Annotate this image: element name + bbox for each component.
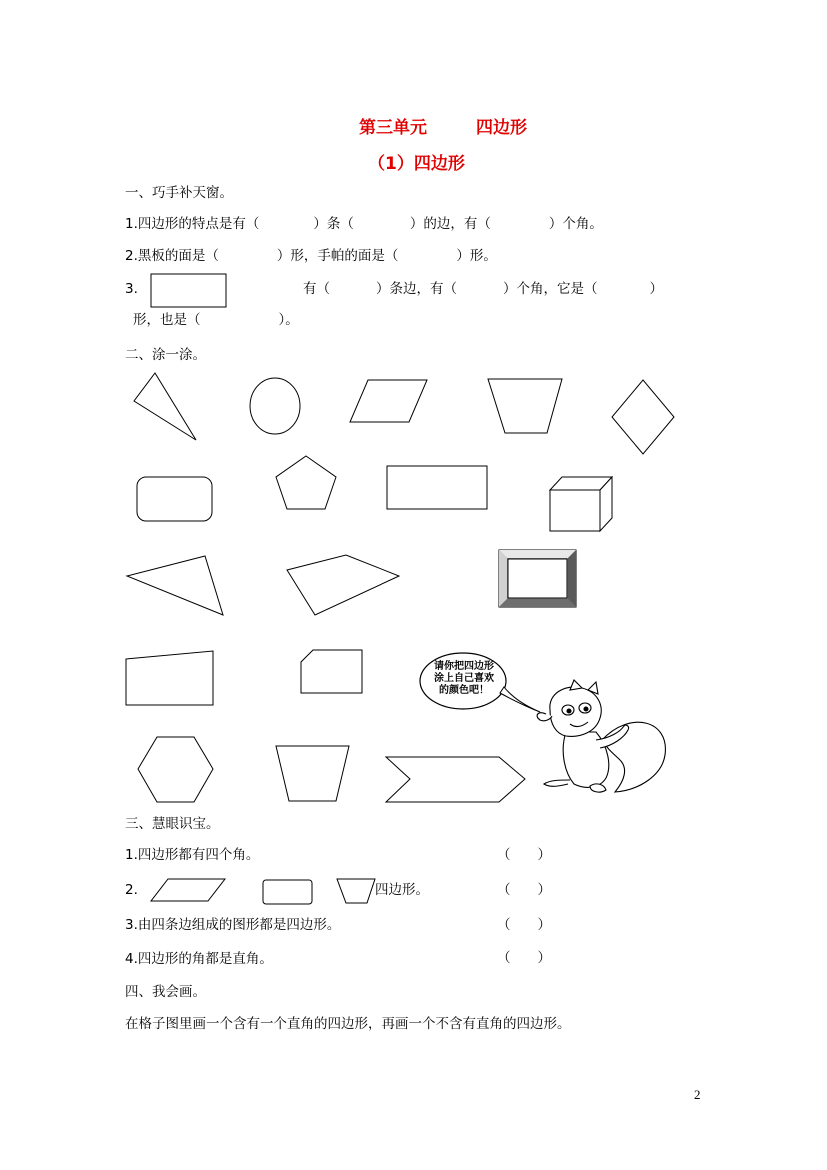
s3-item4-text: 4.四边形的角都是直角。 [125, 951, 273, 967]
squirrel-icon [530, 680, 675, 800]
unit-label: 第三单元 [359, 118, 427, 138]
hexagon-shape [138, 737, 213, 802]
s3-item3-answer[interactable]: （ ） [497, 917, 551, 933]
s3-item2-answer[interactable]: （ ） [497, 882, 551, 898]
section4-instruction: 在格子图里画一个含有一个直角的四边形，再画一个不含有直角的四边形。 [125, 1016, 571, 1032]
triangle-shape [134, 373, 196, 440]
s3-item2-number: 2. [125, 882, 138, 898]
cube-shape [550, 477, 612, 531]
speech-line-1: 请你把四边形 [434, 661, 494, 672]
quadrilateral-kite-shape [127, 556, 223, 615]
small-parallelogram-shape [151, 879, 225, 901]
trapezoid-shape-2 [276, 746, 349, 801]
picture-frame-shape [499, 550, 576, 607]
rectangle-shape [387, 466, 487, 509]
rhombus-shape [612, 380, 674, 454]
speech-line-2: 涂上自己喜欢 [434, 673, 494, 684]
q2-text-a: 2.黑板的面是（ [125, 248, 219, 264]
lesson-title: （1）四边形 [368, 154, 465, 174]
small-rounded-rectangle-shape [263, 880, 312, 904]
section3-heading: 三、慧眼识宝。 [125, 816, 220, 832]
rounded-rectangle-shape [137, 477, 212, 521]
q1-text-c: ）的边，有（ [409, 216, 491, 232]
s3-item1-answer[interactable]: （ ） [497, 847, 551, 863]
q1-text-d: ）个角。 [548, 216, 603, 232]
parallelogram-shape [350, 380, 427, 422]
section1-heading: 一、巧手补天窗。 [125, 185, 233, 201]
q3-text-d: ） [649, 281, 663, 297]
cut-corner-rectangle-shape [301, 650, 362, 693]
s3-item2-text: 四边形。 [375, 882, 429, 898]
quadrilateral-irregular-shape [287, 555, 399, 615]
speech-line-3: 的颜色吧！ [439, 685, 489, 696]
circle-shape [250, 378, 300, 434]
section2-heading: 二、涂一涂。 [125, 347, 206, 363]
q1-text-a: 1.四边形的特点是有（ [125, 216, 260, 232]
q3-number: 3. [125, 281, 138, 297]
trapezoid-shape [488, 379, 562, 433]
unit-name: 四边形 [476, 118, 527, 138]
s3-item3-text: 3.由四条边组成的图形都是四边形。 [125, 917, 341, 933]
q2-text-b: ）形，手帕的面是（ [276, 248, 399, 264]
section4-heading: 四、我会画。 [125, 984, 206, 1000]
s3-item4-answer[interactable]: （ ） [497, 950, 551, 966]
q3-text-a: 有（ [303, 281, 330, 297]
small-trapezoid-shape [337, 879, 375, 903]
q2-text-c: ）形。 [456, 248, 497, 264]
q1-text-b: ）条（ [313, 216, 354, 232]
q3-text-b: ）条边，有（ [376, 281, 457, 297]
q3-line2-a: 形，也是（ [133, 312, 201, 328]
chevron-arrow-shape [386, 757, 525, 802]
speech-bubble-text [426, 661, 502, 697]
q3-line2-b: ）。 [278, 312, 299, 328]
page-number: 2 [694, 1087, 701, 1102]
q3-text-c: ）个角，它是（ [503, 281, 598, 297]
pentagon-shape [276, 456, 336, 509]
s3-item1-text: 1.四边形都有四个角。 [125, 847, 260, 863]
right-trapezoid-shape [126, 651, 213, 705]
